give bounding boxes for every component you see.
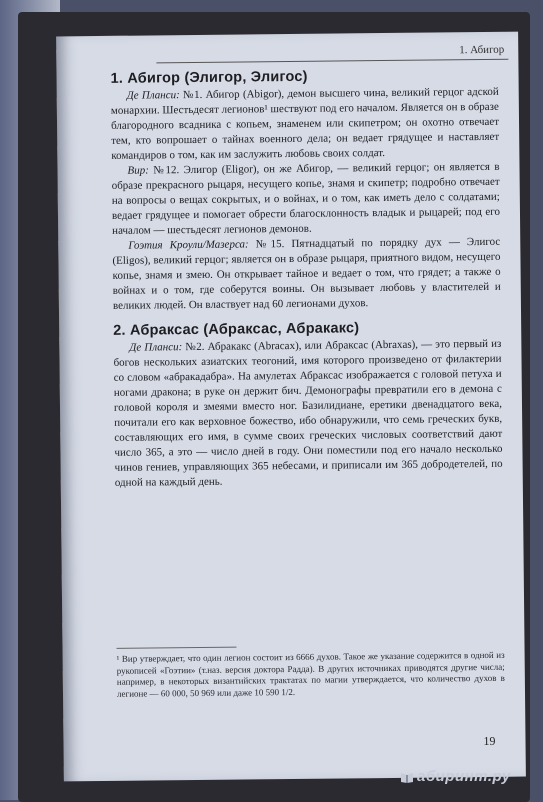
footnote: ¹ Вир утверждает, что один легион состоит из 6666 духов. Такое же указание содержится в одной из рукописей «Гоэтии» (т.наз. версия доктора Радда). В других источниках приводятся другие числа; например, в некоторых византийских трактатах по магии утверждается, что количество духов в легионе — 60 000, 50 969 или даже 10 590 1/2. bbox=[116, 649, 505, 699]
footnote-rule bbox=[117, 647, 237, 649]
section-title-abigor: 1. Абигор (Элигор, Элигос) bbox=[110, 68, 308, 87]
paragraph-text: №15. Пятнадцатый по порядку дух — Элигос (Eligos), великий герцог; является он в образе рыцаря, приятного видом, несущего копье, знамя и змею. Он открывает тайное и ведает о том, что грядет; а также о войнах и о том, где соберутся воины. Он вызывает любовь у властителей и великих людей. Он властвует над 60 легионами духов. bbox=[112, 235, 501, 312]
header-rule bbox=[156, 59, 508, 64]
page-number: 19 bbox=[483, 733, 496, 749]
source-label: Де Планси: bbox=[129, 341, 183, 354]
book-icon bbox=[400, 771, 414, 783]
paragraph-text: №12. Элигор (Eligor), он же Абигор, — великий герцог; он является в образе прекрасного рыцаря, несущего копье, знамя и скипетр; подробно отвечает на вопросы о вещах сокрытых, и о войнах, и о том, как иметь дело с солдатами; ведает грядущее и помогает обрести благосклонность владык и рыцарей; под его началом — шестьдесят легионов демонов. bbox=[111, 160, 501, 237]
page-content bbox=[110, 68, 502, 491]
source-label: Гоэтия Кроули/Мазерса: bbox=[128, 238, 249, 252]
watermark-text: абиринт.ру bbox=[417, 768, 511, 785]
running-head: 1. Абигор bbox=[459, 43, 505, 57]
source-label: Вир: bbox=[127, 164, 149, 177]
paragraph-text: №1. Абигор (Abigor), демон высшего чина, великий герцог адской монархии. Шестьдесят легионов¹ шествуют под его началом. Является он в образе благородного всадника с копьем, знаменем или скипетром; он охотно отвечает тем, кто вопрошает о тайнах военного дела; он ведает грядущее и наставляет командиров о том, как им заслужить любовь своих солдат. bbox=[110, 85, 500, 162]
paragraph bbox=[111, 85, 500, 164]
section-title-abraxas: 2. Абраксас (Абраксас, Абракакс) bbox=[113, 320, 360, 339]
paragraph-text: №2. Абракакс (Abracax), или Абраксас (Abraxas), — это первый из богов нескольких азиатских теогоний, имя которого произведено от филактерии со словом «абракадабра». На амулетах Абраксас изображается с головой петуха и ногами дракона; в руке он держит бич. Демонографы превратили его в демона с головой короля и змеями вместо ног. Базилидиане, еретики двенадцатого века, почитали его как верховное божество, ибо обнаружили, что семь греческих букв, составляющих его имя, в сумме своих греческих числовых соответствий дают число 365, а это — число дней в году. Они поместили под его начало несколько чинов гениев, управляющих 365 небесами, и приписали им 365 добродетелей, по одной на каждый день. bbox=[113, 337, 503, 489]
paragraph bbox=[112, 235, 501, 314]
paragraph bbox=[113, 337, 503, 491]
paragraph bbox=[111, 160, 500, 239]
watermark bbox=[400, 768, 511, 785]
book-page bbox=[56, 32, 526, 782]
source-label: Де Планси: bbox=[126, 89, 180, 102]
